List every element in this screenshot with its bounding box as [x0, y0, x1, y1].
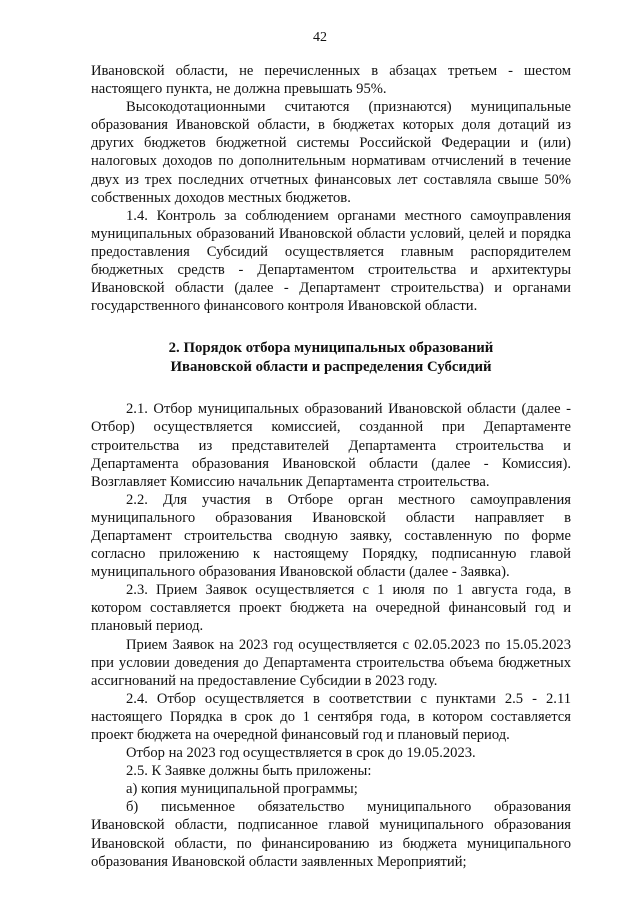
page-number: 42 — [313, 30, 327, 45]
paragraph-2-1: 2.1. Отбор муниципальных образований Ивановской области (далее - Отбор) осуществляется комиссией, созданной при Департаменте строительства из представителей Департамента строительства и Департамента образования Ивановской области (далее - Комиссия). Возглавляет Комиссию начальник Департамента строительства. — [91, 401, 571, 490]
section-heading-line-1: 2. Порядок отбора муниципальных образований — [168, 340, 494, 357]
paragraph-2-5: 2.5. К Заявке должны быть приложены: — [126, 763, 372, 780]
list-item-a: а) копия муниципальной программы; — [126, 781, 358, 798]
paragraph-continuation: Ивановской области, не перечисленных в абзацах третьем - шестом настоящего пункта, не должна превышать 95%. — [91, 63, 571, 98]
document-body — [91, 62, 571, 871]
paragraph-high-subsidy-definition: Высокодотационными считаются (признаются) муниципальные образования Ивановской области, в бюджетах которых доля дотаций из других бюджетов бюджетной системы Российской Федерации и (или) налоговых доходов по дополнительным нормативам отчислений в течение двух из трех последних отчетных финансовых лет составляла свыше 50% собственных доходов местных бюджетов. — [91, 99, 571, 206]
paragraph-2023-applications: Прием Заявок на 2023 год осуществляется с 02.05.2023 по 15.05.2023 при условии доведения до Департамента строительства объема бюджетных ассигнований на предоставление Субсидии в 2023 году. — [91, 636, 571, 689]
list-item-b: б) письменное обязательство муниципального образования Ивановской области, подписанное главой муниципального образования Ивановской области, по финансированию из бюджета муниципального образования Ивановской области заявленных Мероприятий; — [91, 799, 571, 870]
paragraph-2-3: 2.3. Прием Заявок осуществляется с 1 июля по 1 августа года, в котором составляется проект бюджета на очередной финансовый год и плановый период. — [91, 582, 571, 635]
paragraph-2-2: 2.2. Для участия в Отборе орган местного самоуправления муниципального образования Ивановской области направляет в Департамент строительства сводную заявку, составленную по форме согласно приложению к настоящему Порядку, подписанную главой муниципального образования Ивановской области (далее - Заявка). — [91, 491, 571, 581]
section-heading — [91, 339, 571, 376]
paragraph-1-4-control: 1.4. Контроль за соблюдением органами местного самоуправления муниципальных образований Ивановской области условий, целей и порядка предоставления Субсидий осуществляется главным распорядителем бюджетных средств - Департаментом строительства и архитектуры Ивановской области (далее - Департамент строительства) и органами государственного финансового контроля Ивановской области. — [91, 207, 571, 315]
paragraph-2023-selection: Отбор на 2023 год осуществляется в срок до 19.05.2023. — [126, 745, 476, 762]
paragraph-2-4: 2.4. Отбор осуществляется в соответствии с пунктами 2.5 - 2.11 настоящего Порядка в срок до 1 сентября года, в котором составляется проект бюджета на очередной финансовый год и плановый период. — [91, 690, 571, 743]
section-heading-line-2: Ивановской области и распределения Субсидий — [170, 358, 492, 375]
